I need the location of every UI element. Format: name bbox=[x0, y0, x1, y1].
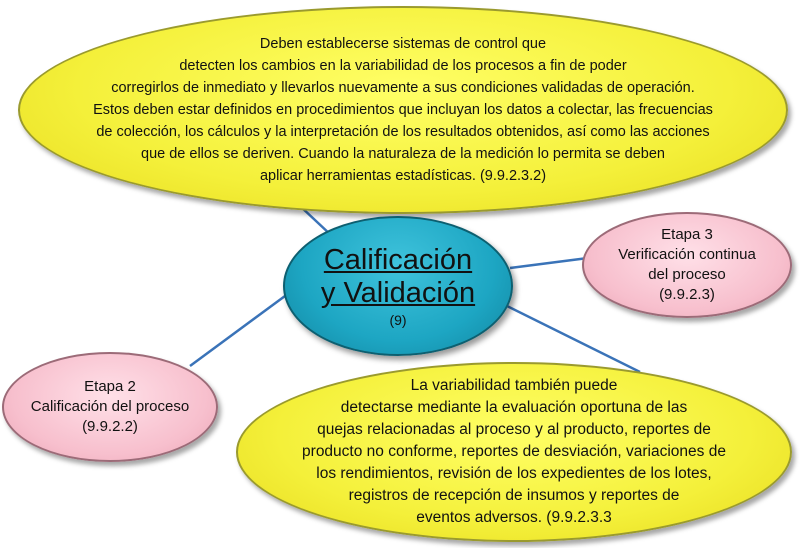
top-bubble-control-systems bbox=[18, 6, 788, 214]
etapa3-line: (9.9.2.3) bbox=[659, 286, 715, 303]
bottom-bubble-line: eventos adversos. (9.9.2.3.3 bbox=[416, 509, 612, 526]
etapa3-line: del proceso bbox=[648, 266, 726, 283]
etapa3-line: Verificación continua bbox=[618, 246, 756, 263]
top-bubble-line: aplicar herramientas estadísticas. (9.9.2.3.2) bbox=[259, 168, 547, 184]
top-bubble-line: corregirlos de inmediato y llevarlos nuevamente a sus condiciones validadas de operación. bbox=[111, 80, 695, 96]
top-bubble-line: Deben establecerse sistemas de control que bbox=[259, 36, 547, 52]
bottom-bubble-variability bbox=[236, 362, 792, 542]
top-bubble-line: Estos deben estar definidos en procedimientos que incluyan los datos a colectar, las frecuencias bbox=[93, 102, 713, 118]
bottom-bubble-line: registros de recepción de insumos y reportes de bbox=[348, 487, 680, 504]
etapa2-bubble bbox=[2, 352, 218, 462]
top-bubble-line: detecten los cambios en la variabilidad de los procesos a fin de poder bbox=[179, 58, 627, 74]
bottom-bubble-line: detectarse mediante la evaluación oportuna de las bbox=[340, 399, 688, 416]
center-title-line: Calificación bbox=[323, 244, 473, 276]
top-bubble-line: que de ellos se deriven. Cuando la naturaleza de la medición lo permita se deben bbox=[141, 146, 665, 162]
etapa2-line: (9.9.2.2) bbox=[82, 418, 138, 435]
top-bubble-line: de colección, los cálculos y la interpretación de los resultados obtenidos, así como las acciones bbox=[96, 124, 710, 140]
bottom-bubble-line: los rendimientos, revisión de los expedientes de los lotes, bbox=[316, 465, 712, 482]
center-ref: (9) bbox=[389, 312, 407, 328]
center-title-line: y Validación bbox=[320, 277, 476, 309]
bottom-bubble-line: La variabilidad también puede bbox=[410, 377, 618, 394]
etapa3-line: Etapa 3 bbox=[661, 226, 713, 243]
connector-etapa3 bbox=[510, 258, 588, 268]
etapa2-line: Etapa 2 bbox=[84, 378, 136, 395]
center-bubble-calificacion-validacion bbox=[283, 216, 513, 356]
connector-etapa2 bbox=[190, 296, 285, 366]
bottom-bubble-line: producto no conforme, reportes de desviación, variaciones de bbox=[302, 443, 726, 460]
bottom-bubble-line: quejas relacionadas al proceso y al producto, reportes de bbox=[317, 421, 711, 438]
etapa2-line: Calificación del proceso bbox=[30, 398, 190, 415]
etapa3-bubble bbox=[582, 212, 792, 318]
